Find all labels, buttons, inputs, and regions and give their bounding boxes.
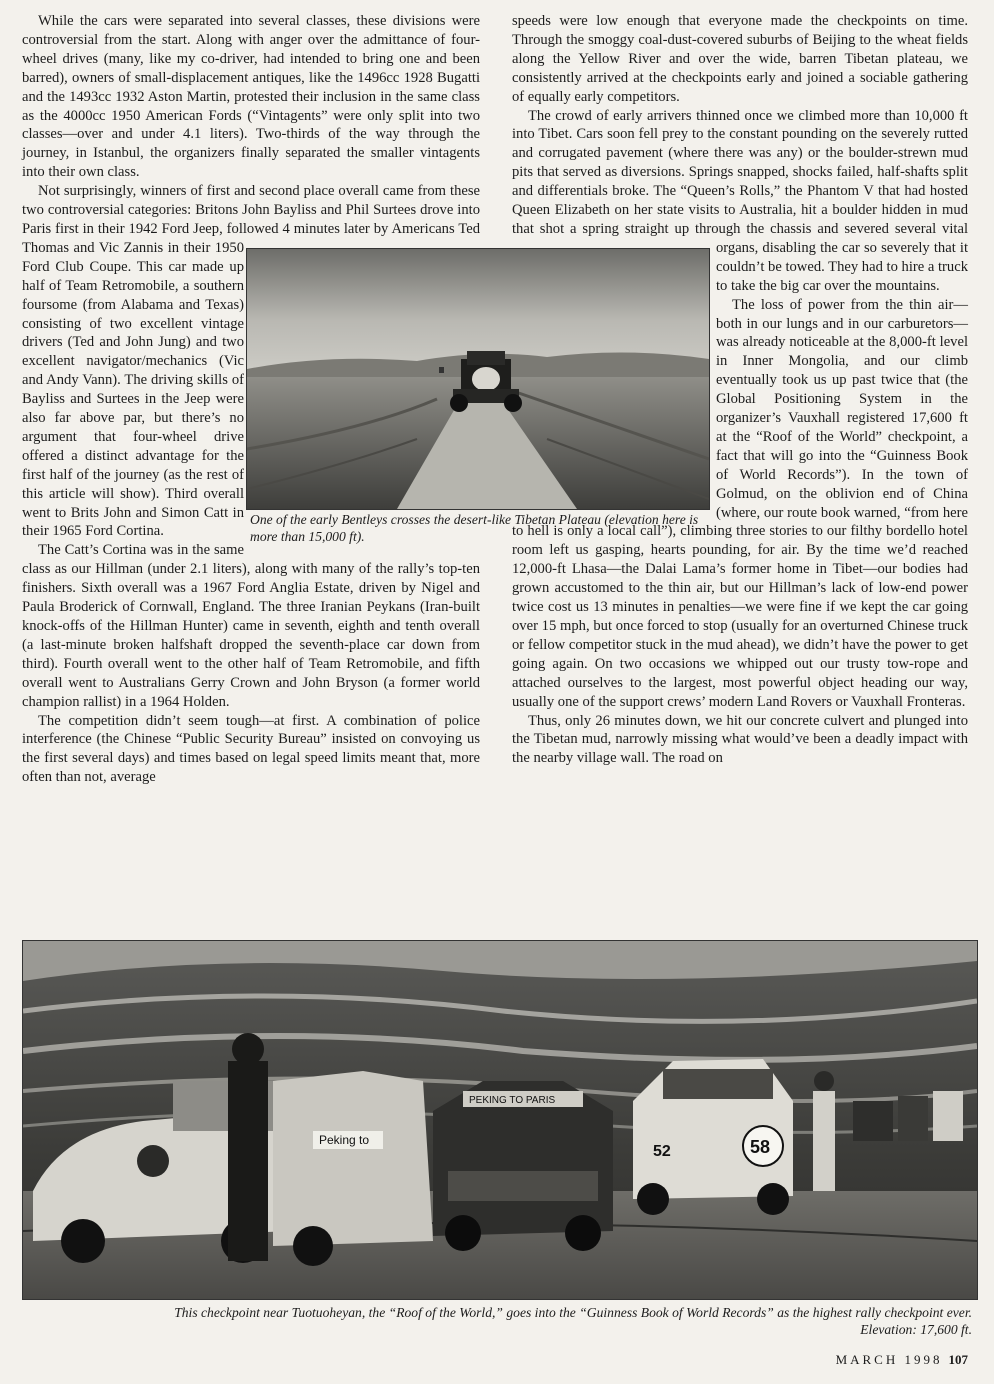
bottom-caption-line2: Elevation: 17,600 ft.	[860, 1321, 972, 1337]
rally-car-2	[273, 1071, 433, 1266]
page-number: 107	[948, 1352, 968, 1367]
page-folio	[836, 1352, 968, 1368]
paragraph: Not surprisingly, winners of first and second place overall came from these two controversial categories: Britons John Bayliss and Phil Surtees drove into Paris first in their 1942 Ford Jeep, followed 4 minutes later by Americans Ted Thomas and Vic Zannis in their 1950 Ford Club Coupe. This car made up half of Team Retromobile, a southern foursome (from Alabama and Texas) consisting of two excellent vintage drivers (Ted and John Jung) and two excellent navigator/mechanics (Vic and Andy Vann). The driving skills of Bayliss and Surtees in the Jeep were also far above par, but there’s no argument that four-wheel drive offered a distinct advantage for the first half of the journey (as the rest of this article will show). Third overall went to Brits John and Simon Catt in their 1965 Ford Cortina.	[22, 183, 480, 540]
peking-sign-left: Peking to	[319, 1133, 370, 1147]
person-standing	[228, 1033, 268, 1261]
issue-date: MARCH 1998	[835, 1352, 943, 1367]
car-number-58: 58	[750, 1137, 771, 1157]
paragraph: speeds were low enough that everyone made the checkpoints on time. Through the smoggy coal-dust-covered suburbs of Beijing to the wheat fields along the Yellow River and over the wide, barren Tibetan plateau, we consistently arrived at the checkpoints early and joined a sociable gathering of equally early competitors.	[512, 13, 968, 105]
plateau-photo-graphic	[247, 249, 709, 509]
paragraph: The crowd of early arrivers thinned once we climbed more than 10,000 ft into Tibet. Cars soon fell prey to the constant pounding on the severely rutted and corrugated pavement (where there was any) or the boulder-strewn mud pits that served as diversions. Springs snapped, shocks failed, half-shafts split and differentials broke. The “Queen’s Rolls,” the Phantom V that had hosted Queen Elizabeth on her state visits to Australia, hit a boulder hidden in mud that shot a spring straight up through the chassis and severed several vital organs, disabling the car so severely that it couldn’t be towed. They had to hire a truck to take the big car over the mountains.	[512, 107, 968, 294]
checkpoint-photo	[22, 940, 978, 1300]
bottom-photo-caption	[22, 1305, 972, 1338]
bottom-caption-line1: This checkpoint near Tuotuoheyan, the “Roof of the World,” goes into the “Guinness Book of World Records” as the highest rally checkpoint ever.	[174, 1305, 972, 1320]
rally-car-4	[633, 1059, 793, 1215]
car-number-52: 52	[653, 1143, 671, 1160]
paragraph: Thus, only 26 minutes down, we hit our concrete culvert and plunged into the Tibetan mud, narrowly missing what would’ve been a deadly impact with the nearby village wall. The road on	[512, 712, 968, 767]
paragraph: While the cars were separated into several classes, these divisions were controversial from the start. Along with anger over the admittance of four-wheel drives (many, like my co-driver, had intended to bring one and been barred), owners of small-displacement antiques, like the 1496cc 1928 Bugatti and the 1493cc 1932 Aston Martin, protested their inclusion in the same class as the 4000cc 1950 American Fords (“Vintagents” were only split into two classes—over and under 4.1 liters). Two-thirds of the way through the journey, in Istanbul, the organizers finally separated the smaller vintagents into their own class.	[22, 13, 480, 181]
paragraph: The Catt’s Cortina was in the same class as our Hillman (under 2.1 liters), along with many of the rally’s top-ten finishers. Sixth overall was a 1967 Ford Anglia Estate, driven by Nigel and Paula Broderick of Cornwall, England. The three Iranian Peykans (Iran-built knock-offs of the Hillman Hunter) came in seventh, eighth and tenth overall (a last-minute broken halfshaft dropped the seventh-place car down from third). Fourth overall went to the other half of Team Retromobile, and fifth overall went to Australians Gerry Crown and John Bryson (a former world champion rallist) in a 1964 Holden.	[22, 542, 480, 710]
checkpoint-photo-graphic	[23, 941, 977, 1299]
bentley-plateau-photo	[246, 248, 710, 510]
peking-sign-mid: PEKING TO PARIS	[469, 1095, 556, 1106]
top-photo-caption: One of the early Bentleys crosses the desert-like Tibetan Plateau (elevation here is more than 15,000 ft).	[250, 512, 699, 544]
paragraph: The loss of power from the thin air—both in our lungs and in our carburetors—was already noticeable at the 8,000-ft level in Inner Mongolia, and our climb eventually took us up past twice that (the Global Positioning System in the organizer’s Vauxhall registered 17,600 ft at the “Roof of the World” checkpoint, a fact that will go into the “Guinness Book of World Records”). In the town of Golmud, on the oblivion end of China (where, our route book warned, “from here to hell is only a local call”), climbing three stories to our filthy bordello hotel room left us gasping, hearts pounding, for air. By the time we’d reached 12,000-ft Lhasa—the Dalai Lama’s former home in Tibet—our bodies had grown accustomed to the thin air, but our Hillman’s lack of low-end power twice cost us 13 minutes in penalties—we were fine if we kept the car going over 15 mph, but once forced to stop (usually for an overturned Chinese truck or fellow competitor stuck in the mud ahead), we didn’t have the power to get going again. On two occasions we whipped out our trusty tow-rope and attached ourselves to the largest, most powerful object heading our way, usually one of the support crews’ modern Land Rovers or Vauxhall Fronteras.	[512, 296, 968, 710]
rally-car-3	[433, 1081, 613, 1251]
paragraph: The competition didn’t seem tough—at first. A combination of police interference (the Chinese “Public Security Bureau” insisted on convoying us the first several days) and times based on legal speed limits meant that, more often than not, average	[22, 712, 480, 786]
